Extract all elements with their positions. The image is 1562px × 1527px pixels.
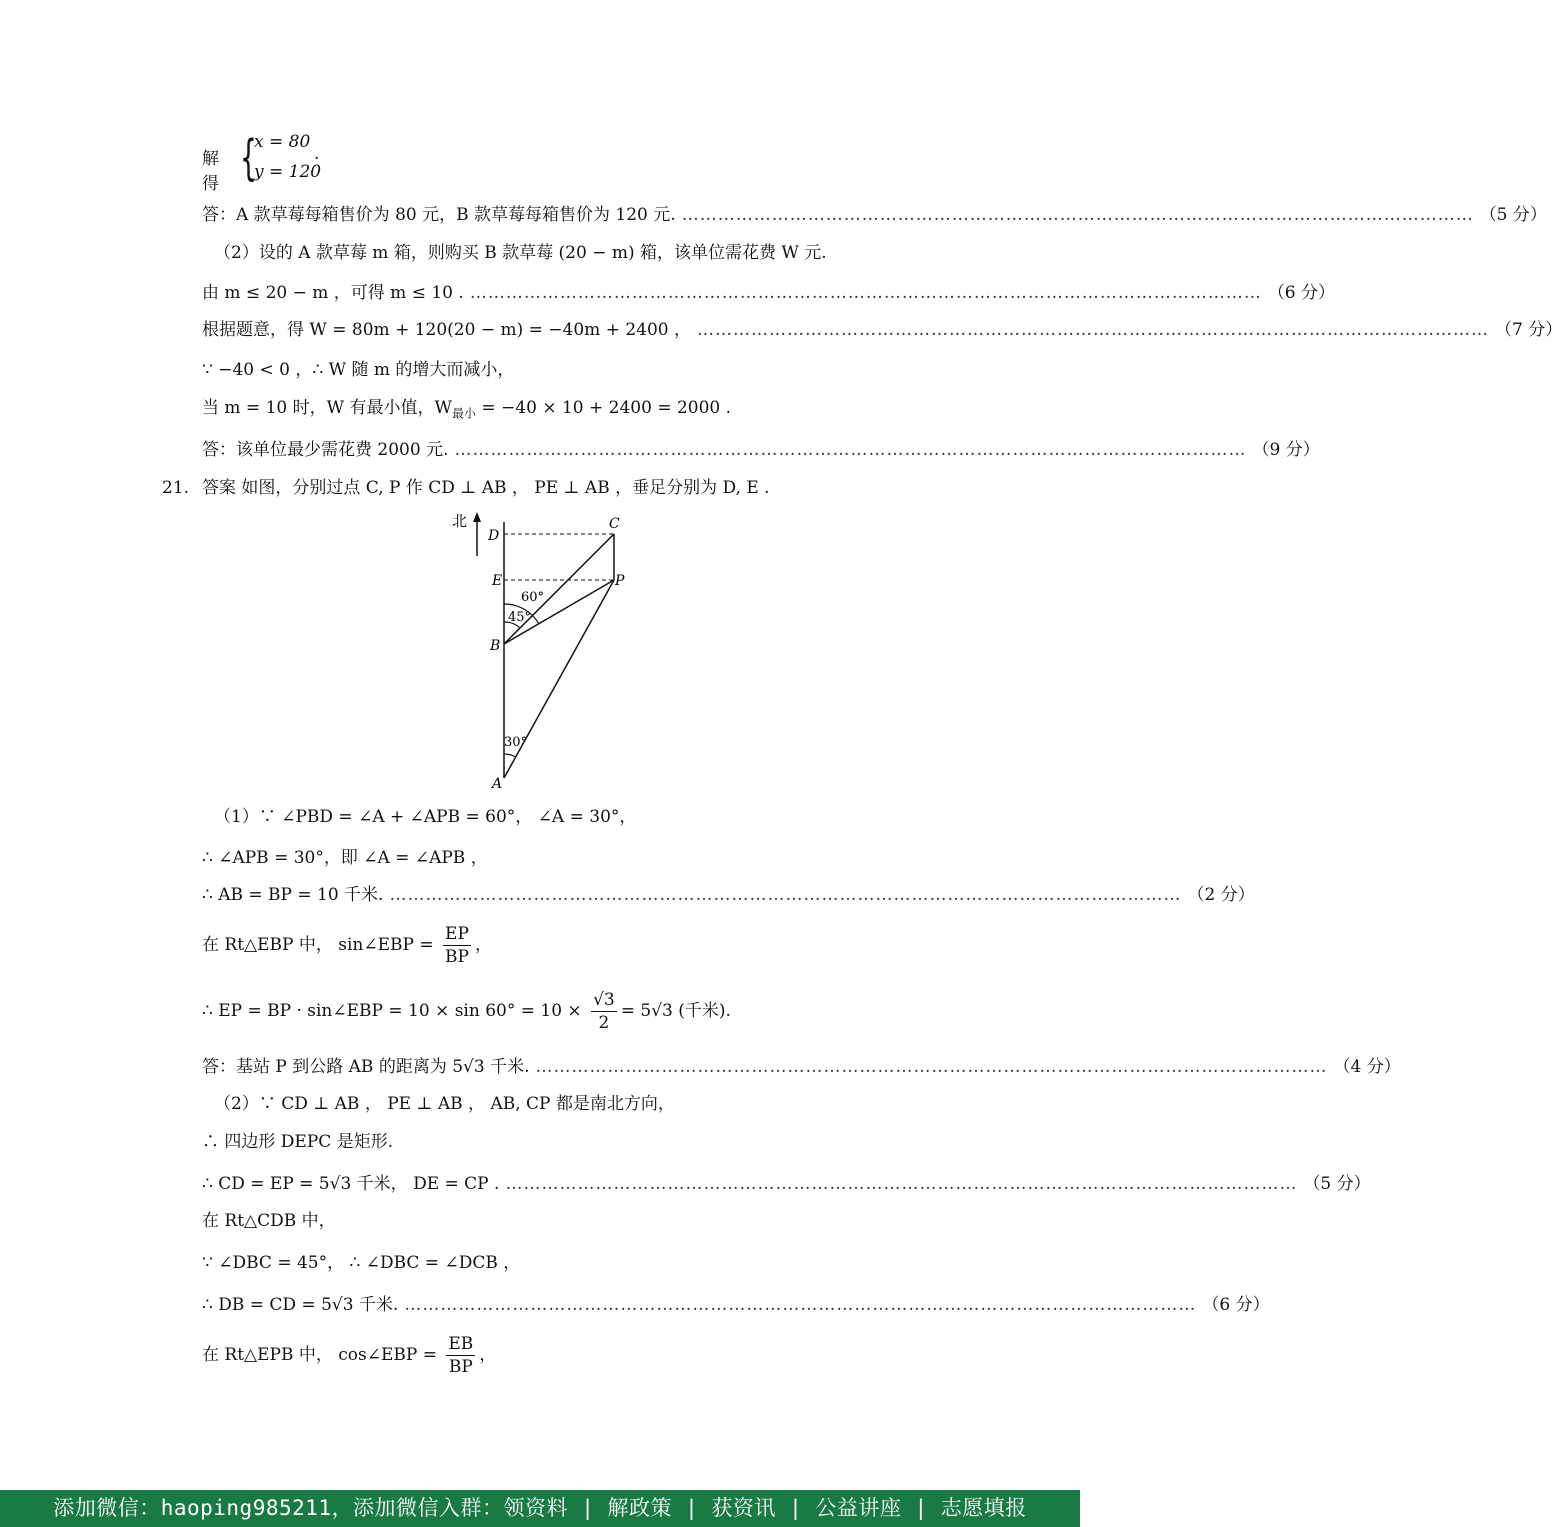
part2-geo-text: （2）∵ CD ⊥ AB ， PE ⊥ AB ， AB, CP 都是南北方向， <box>214 1094 675 1114</box>
equation-line <box>202 315 1562 345</box>
brace-icon: { <box>240 130 257 186</box>
score: （5 分） <box>1479 205 1547 225</box>
cd-ep-line <box>202 1169 1371 1199</box>
rt-cdb-line <box>202 1206 914 1236</box>
north-label: 北 <box>452 512 468 530</box>
dot-leader: …………………………………………………………………………………………………………………… <box>469 283 1262 303</box>
geometry-diagram <box>440 508 660 798</box>
denominator: 2 <box>598 1013 610 1033</box>
part2-text: （2）设的 A 款草莓 m 箱，则购买 B 款草莓 (20 − m) 箱，该单位需花费 W 元. <box>214 243 827 263</box>
angle-label-60: 60° <box>521 590 545 605</box>
dot-leader: …………………………………………………………………………………………………………………… <box>535 1057 1328 1077</box>
point-label-b: B <box>490 638 501 654</box>
answer-line-2 <box>202 435 1320 465</box>
rectangle-line <box>202 1127 914 1157</box>
constraint-line <box>202 278 1336 308</box>
rectangle-text: ∴ 四边形 DEPC 是矩形. <box>202 1132 394 1152</box>
score: （5 分） <box>1303 1174 1371 1194</box>
monotonic-text: ∵ −40 < 0 ，∴ W 随 m 的增大而减小， <box>202 360 515 380</box>
fraction-ep-bp <box>443 923 471 968</box>
numerator: EB <box>448 1334 474 1354</box>
score: （7 分） <box>1495 320 1562 340</box>
solve-end: . <box>314 144 320 164</box>
minimum-text: 当 m = 10 时，W 有最小值，W <box>202 398 452 418</box>
dot-leader: …………………………………………………………………………………………………………………… <box>454 440 1247 460</box>
denominator: BP <box>448 1357 473 1377</box>
cos-line <box>202 1330 914 1380</box>
answer-text: 答：A 款草莓每箱售价为 80 元，B 款草莓每箱售价为 120 元. <box>202 205 676 225</box>
sin-text: 在 Rt△EBP 中， sin∠EBP = <box>202 935 434 955</box>
ep-calc-line <box>202 986 914 1036</box>
point-label-c: C <box>609 516 620 532</box>
angle-label-30: 30° <box>504 735 528 750</box>
answer-text: 答：该单位最少需花费 2000 元. <box>202 440 449 460</box>
angle-label-45: 45° <box>508 610 532 625</box>
solve-row-y: y = 120 <box>254 162 322 182</box>
score: （6 分） <box>1202 1295 1270 1315</box>
minimum-calc: = −40 × 10 + 2400 = 2000 . <box>475 398 732 418</box>
dot-leader: …………………………………………………………………………………………………………………… <box>505 1174 1298 1194</box>
sin-end: ， <box>474 935 492 955</box>
fraction-eb-bp <box>446 1333 475 1378</box>
angle-apb-text: ∴ ∠APB = 30°，即 ∠A = ∠APB ， <box>202 848 488 868</box>
minimum-subscript: 最小 <box>451 406 476 421</box>
constraint-text: 由 m ≤ 20 − m ，可得 m ≤ 10 . <box>202 283 464 303</box>
sin-line <box>202 920 914 970</box>
answer-line-3 <box>202 1052 1401 1082</box>
answer-text: 答：基站 P 到公路 AB 的距离为 5√3 千米. <box>202 1057 530 1077</box>
minimum-line <box>202 393 914 423</box>
dot-leader: …………………………………………………………………………………………………………………… <box>389 885 1182 905</box>
ep-calc-result: = 5√3 (千米). <box>620 1001 731 1021</box>
monotonic-line <box>202 355 914 385</box>
ep-calc-text: ∴ EP = BP · sin∠EBP = 10 × sin 60° = 10 × <box>202 1001 582 1021</box>
point-label-e: E <box>492 573 503 589</box>
ab-bp-line <box>202 880 1255 910</box>
question-number: 21. <box>162 478 190 498</box>
dot-leader: …………………………………………………………………………………………………………………… <box>681 205 1474 225</box>
score: （9 分） <box>1252 440 1320 460</box>
angle-arc-30 <box>504 754 516 757</box>
angle-apb-line <box>202 843 914 873</box>
numerator: EP <box>443 923 471 946</box>
numerator: √3 <box>593 990 615 1010</box>
part1-line <box>214 802 926 832</box>
rt-cdb-text: 在 Rt△CDB 中， <box>202 1211 336 1231</box>
part2-line <box>214 238 926 268</box>
ab-bp-text: ∴ AB = BP = 10 千米. <box>202 885 384 905</box>
db-cd-text: ∴ DB = CD = 5√3 千米. <box>202 1295 399 1315</box>
fraction-sqrt3-2 <box>591 989 617 1034</box>
score: （2 分） <box>1187 885 1255 905</box>
q21-text: 答案 如图，分别过点 C, P 作 CD ⊥ AB ， PE ⊥ AB ，垂足分别为 D, E . <box>202 478 770 498</box>
cos-end: ， <box>479 1345 497 1365</box>
equation-text: 根据题意，得 W = 80m + 120(20 − m) = −40m + 2400 ， <box>202 320 692 340</box>
q21-intro <box>202 473 914 503</box>
solve-row-x: x = 80 <box>254 132 311 152</box>
point-label-d: D <box>488 528 500 544</box>
answer-line-1 <box>202 200 1547 230</box>
score: （6 分） <box>1267 283 1336 303</box>
point-label-a: A <box>492 776 503 792</box>
denominator: BP <box>445 947 469 967</box>
part1-text: （1）∵ ∠PBD = ∠A + ∠APB = 60°， ∠A = 30°， <box>214 807 637 827</box>
part2-geo-line <box>214 1089 926 1119</box>
db-cd-line <box>202 1290 1270 1320</box>
dot-leader: …………………………………………………………………………………………………………………… <box>697 320 1490 340</box>
score: （4 分） <box>1333 1057 1401 1077</box>
dbc-text: ∵ ∠DBC = 45°， ∴ ∠DBC = ∠DCB ， <box>202 1253 521 1273</box>
solve-label: 解得 <box>202 149 219 194</box>
cd-ep-text: ∴ CD = EP = 5√3 千米， DE = CP . <box>202 1174 500 1194</box>
dot-leader: …………………………………………………………………………………………………………………… <box>404 1295 1197 1315</box>
promo-banner: 添加微信：haoping985211，添加微信入群：领资料 | 解政策 | 获资讯 | 公益讲座 | 志愿填报 <box>0 1490 1080 1527</box>
cos-text: 在 Rt△EPB 中， cos∠EBP = <box>202 1345 437 1365</box>
dbc-line <box>202 1248 914 1278</box>
point-label-p: P <box>615 573 625 589</box>
north-arrow-icon <box>473 512 481 522</box>
